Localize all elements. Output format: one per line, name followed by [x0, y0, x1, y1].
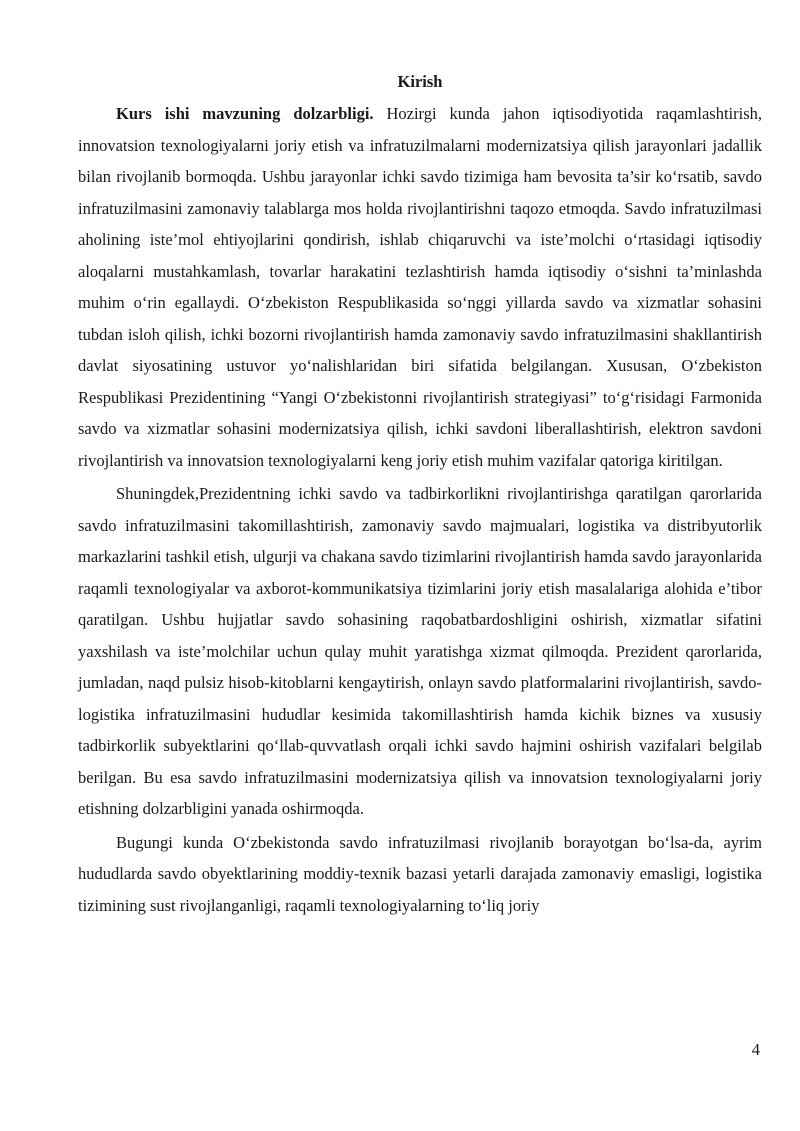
section-title: Kirish [397, 72, 443, 91]
paragraph-relevance [78, 98, 762, 476]
paragraph-current-state [78, 827, 762, 922]
paragraph-text: Shuningdek,Prezidentning ichki savdo va tadbirkorlikni rivojlantirishga qaratilgan qarorlarida savdo infratuzilmasini takomillashtirish, zamonaviy savdo majmualari, logistika va distribyutorlik markazlarini tashkil etish, ulgurji va chakana savdo tizimlarini rivojlantirish hamda savdo jarayonlarida raqamli texnologiyalar va axborot-kommunikatsiya tizimlarini joriy etish masalalariga alohida e’tibor qaratilgan. Ushbu hujjatlar savdo sohasining raqobatbardoshligini oshirish, xizmatlar sifatini yaxshilash va iste’molchilar uchun qulay muhit yaratishga xizmat qilmoqda. Prezident qarorlarida, jumladan, naqd pulsiz hisob-kitoblarni kengaytirish, onlayn savdo platformalarini rivojlantirish, savdo-logistika infratuzilmasini hududlar kesimida takomillashtirish hamda kichik biznes va xususiy tadbirkorlik subyektlarini qo‘llab-quvvatlash orqali ichki savdo hajmini oshirish vazifalari belgilab berilgan. Bu esa savdo infratuzilmasini modernizatsiya qilish va innovatsion texnologiyalarni joriy etishning dolzarbligini yanada oshirmoqda. [78, 484, 762, 818]
page-number: 4 [751, 1040, 760, 1059]
paragraph-presidential-decisions [78, 478, 762, 825]
document-page [78, 70, 762, 921]
paragraph-text: Bugungi kunda O‘zbekistonda savdo infratuzilmasi rivojlanib borayotgan bo‘lsa-da, ayrim hududlarda savdo obyektlarining moddiy-texnik bazasi yetarli darajada zamonaviy emasligi, logistika tizimining sust rivojlanganligi, raqamli texnologiyalarning to‘liq joriy [78, 832, 762, 915]
paragraph-text: Hozirgi kunda jahon iqtisodiyotida raqamlashtirish, innovatsion texnologiyalarni joriy etish va infratuzilmalarni modernizatsiya qilish jarayonlari jadallik bilan rivojlanib bormoqda. Ushbu jarayonlar ichki savdo tizimiga ham bevosita ta’sir ko‘rsatib, savdo infratuzilmasini zamonaviy talablarga mos holda rivojlantirishni taqozo etmoqda. Savdo infratuzilmasi aholining iste’mol ehtiyojlarini qondirish, ishlab chiqaruvchi va iste’molchi o‘rtasidagi iqtisodiy aloqalarni mustahkamlash, tovarlar harakatini tezlashtirish hamda iqtisodiy o‘sishni ta’minlashda muhim o‘rin egallaydi. O‘zbekiston Respublikasida so‘nggi yillarda savdo va xizmatlar sohasini tubdan isloh qilish, ichki bozorni rivojlantirish hamda zamonaviy savdo infratuzilmasini shakllantirish davlat siyosatining ustuvor yo‘nalishlaridan biri sifatida belgilangan. Xususan, O‘zbekiston Respublikasi Prezidentining “Yangi O‘zbekistonni rivojlantirish strategiyasi” to‘g‘risidagi Farmonida savdo va xizmatlar sohasini modernizatsiya qilish, ichki savdoni liberallashtirish, elektron savdoni rivojlantirish va innovatsion texnologiyalarni keng joriy etish muhim vazifalar qatoriga kiritilgan. [78, 104, 762, 470]
paragraph-lead: Kurs ishi mavzuning dolzarbligi. [116, 104, 374, 123]
